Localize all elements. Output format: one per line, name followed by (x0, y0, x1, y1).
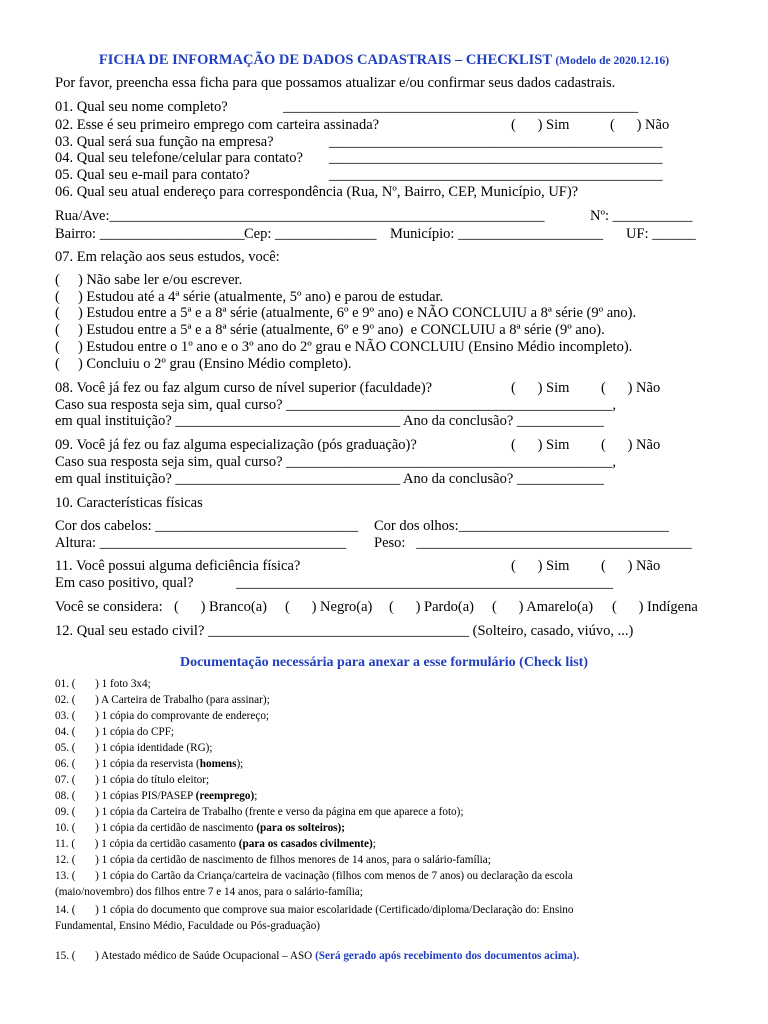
doc-item-10[interactable] (55, 821, 345, 835)
q10-olhos-field[interactable]: Cor dos olhos:_____________________________ (374, 518, 669, 534)
doc-item-09[interactable]: 09. ( ) 1 cópia da Carteira de Trabalho (frente e verso da página em que aparece a foto); (55, 806, 464, 818)
considera-label: Você se considera: (55, 599, 163, 615)
doc-item-05[interactable]: 05. ( ) 1 cópia identidade (RG); (55, 742, 213, 754)
q11-sim-checkbox[interactable]: ( ) Sim (511, 558, 570, 574)
q07-option-6[interactable]: ( ) Concluiu o 2º grau (Ensino Médio completo). (55, 356, 352, 372)
q10-altura-field[interactable]: Altura: __________________________________ (55, 535, 347, 551)
q11-qual-field[interactable]: ____________________________________________________ (236, 575, 613, 591)
q07-option-1[interactable]: ( ) Não sabe ler e/ou escrever. (55, 272, 243, 288)
q08-nao-checkbox[interactable]: ( ) Não (601, 380, 661, 396)
q06-municipio-field[interactable]: Município: ____________________ (390, 226, 604, 242)
q05-email-field[interactable]: ______________________________________________ (329, 167, 663, 183)
intro-text: Por favor, preencha essa ficha para que possamos atualizar e/ou confirmar seus dados cadastrais. (55, 75, 616, 91)
docs-title: Documentação necessária para anexar a esse formulário (Check list) (179, 655, 588, 670)
doc-item-03[interactable]: 03. ( ) 1 cópia do comprovante de endereço; (55, 710, 270, 722)
q06-numero-field[interactable]: Nº: ___________ (590, 208, 693, 224)
doc-item-12[interactable]: 12. ( ) 1 cópia da certidão de nascimento de filhos menores de 14 anos, para o salário-família; (55, 854, 491, 866)
doc-item-08-bold: (reemprego) (195, 790, 255, 802)
q07-label: 07. Em relação aos seus estudos, você: (55, 249, 280, 265)
doc-item-15-text: 15. ( ) Atestado médico de Saúde Ocupacional – ASO (55, 950, 316, 962)
q03-label: 03. Qual será sua função na empresa? (55, 134, 274, 150)
q02-label: 02. Esse é seu primeiro emprego com carteira assinada? (55, 117, 380, 133)
q01-name-field[interactable]: _________________________________________________ (283, 99, 639, 115)
doc-item-08-text: 08. ( ) 1 cópias PIS/PASEP (55, 790, 196, 802)
q05-label: 05. Qual seu e-mail para contato? (55, 167, 250, 183)
doc-item-14-cont: Fundamental, Ensino Médio, Faculdade ou Pós-graduação) (55, 920, 321, 932)
doc-item-04[interactable]: 04. ( ) 1 cópia do CPF; (55, 726, 175, 738)
q11-label: 11. Você possui alguma deficiência física? (55, 558, 301, 574)
considera-branco-checkbox[interactable]: ( ) Branco(a) (174, 599, 267, 615)
q09-label: 09. Você já fez ou faz alguma especialização (pós graduação)? (55, 437, 417, 453)
q08-label: 08. Você já fez ou faz algum curso de nível superior (faculdade)? (55, 380, 433, 396)
doc-item-11-end: ; (372, 838, 376, 850)
doc-item-15-note: (Será gerado após recebimento dos documentos acima). (315, 950, 580, 962)
doc-item-01[interactable]: 01. ( ) 1 foto 3x4; (55, 678, 151, 690)
doc-item-07[interactable]: 07. ( ) 1 cópia do título eleitor; (55, 774, 210, 786)
q07-option-3[interactable]: ( ) Estudou entre a 5ª e a 8ª série (atualmente, 6º e 9º ano) e NÃO CONCLUIU a 8ª série (9º ano). (55, 305, 637, 321)
q08-curso-field[interactable]: Caso sua resposta seja sim, qual curso? _____________________________________________, (55, 397, 617, 413)
q08-instituicao-field[interactable]: em qual instituição? _______________________________ Ano da conclusão? ____________ (55, 413, 604, 429)
doc-item-10-text: 10. ( ) 1 cópia da certidão de nascimento (55, 822, 257, 834)
q07-option-4[interactable]: ( ) Estudou entre a 5ª e a 8ª série (atualmente, 6º e 9º ano) e CONCLUIU a 8ª série (9º ano). (55, 322, 605, 338)
q04-phone-field[interactable]: ______________________________________________ (329, 150, 663, 166)
q10-cabelos-field[interactable]: Cor dos cabelos: ____________________________ (55, 518, 359, 534)
doc-item-06[interactable] (55, 757, 243, 771)
q04-label: 04. Qual seu telefone/celular para contato? (55, 150, 303, 166)
q07-option-2[interactable]: ( ) Estudou até a 4ª série (atualmente, 5º ano) e parou de estudar. (55, 289, 444, 305)
considera-amarelo-checkbox[interactable]: ( ) Amarelo(a) (492, 599, 594, 615)
q10-label: 10. Características físicas (55, 495, 203, 511)
q09-curso-field[interactable]: Caso sua resposta seja sim, qual curso? _____________________________________________, (55, 454, 617, 470)
considera-indigena-checkbox[interactable]: ( ) Indígena (612, 599, 698, 615)
doc-item-06-bold: homens (199, 758, 237, 770)
doc-item-15[interactable] (55, 949, 579, 963)
doc-item-14[interactable]: 14. ( ) 1 cópia do documento que comprove sua maior escolaridade (Certificado/diploma/Declaração do: Ensino (55, 904, 574, 916)
q02-nao-checkbox[interactable]: ( ) Não (610, 117, 670, 133)
q09-nao-checkbox[interactable]: ( ) Não (601, 437, 661, 453)
q10-peso-field[interactable]: Peso: ______________________________________ (374, 535, 692, 551)
doc-item-06-text: 06. ( ) 1 cópia da reservista ( (55, 758, 200, 770)
q06-label: 06. Qual seu atual endereço para correspondência (Rua, Nº, Bairro, CEP, Município, UF)? (55, 184, 579, 200)
q12-estado-civil-field[interactable]: 12. Qual seu estado civil? ____________________________________ (Solteiro, casado, viúvo, ...) (55, 623, 634, 639)
doc-item-13[interactable]: 13. ( ) 1 cópia do Cartão da Criança/carteira de vacinação (filhos com menos de 7 anos) ou declaração da escola (55, 870, 573, 882)
q03-function-field[interactable]: ______________________________________________ (329, 134, 663, 150)
doc-item-02[interactable]: 02. ( ) A Carteira de Trabalho (para assinar); (55, 694, 270, 706)
q09-instituicao-field[interactable]: em qual instituição? _______________________________ Ano da conclusão? ____________ (55, 471, 604, 487)
q06-rua-field[interactable]: Rua/Ave:____________________________________________________________ (55, 208, 545, 224)
considera-negro-checkbox[interactable]: ( ) Negro(a) (285, 599, 373, 615)
doc-item-11-bold: (para os casados civilmente) (238, 838, 373, 850)
doc-item-11[interactable] (55, 837, 376, 851)
title-text: FICHA DE INFORMAÇÃO DE DADOS CADASTRAIS – CHECKLIST (98, 52, 552, 68)
q11-nao-checkbox[interactable]: ( ) Não (601, 558, 661, 574)
doc-item-10-bold: (para os solteiros); (256, 822, 345, 834)
doc-item-06-end: ); (236, 758, 244, 770)
doc-item-11-text: 11. ( ) 1 cópia da certidão casamento (55, 838, 239, 850)
doc-item-08-end: ; (254, 790, 258, 802)
q07-option-5[interactable]: ( ) Estudou entre o 1º ano e o 3º ano do 2º grau e NÃO CONCLUIU (Ensino Médio incompleto). (55, 339, 633, 355)
q08-sim-checkbox[interactable]: ( ) Sim (511, 380, 570, 396)
considera-pardo-checkbox[interactable]: ( ) Pardo(a) (389, 599, 474, 615)
q02-sim-checkbox[interactable]: ( ) Sim (511, 117, 570, 133)
q06-cep-field[interactable]: Cep: ______________ (244, 226, 377, 242)
doc-item-13-cont: (maio/novembro) dos filhos entre 7 e 14 anos, para o salário-família; (55, 886, 363, 898)
q06-bairro-field[interactable]: Bairro: ____________________ (55, 226, 245, 242)
doc-item-08[interactable] (55, 789, 257, 803)
form-title (0, 52, 768, 70)
q11-qual-label: Em caso positivo, qual? (55, 575, 194, 591)
q09-sim-checkbox[interactable]: ( ) Sim (511, 437, 570, 453)
q06-uf-field[interactable]: UF: ______ (626, 226, 696, 242)
model-version: (Modelo de 2020.12.16) (555, 55, 670, 67)
q01-label: 01. Qual seu nome completo? (55, 99, 228, 115)
